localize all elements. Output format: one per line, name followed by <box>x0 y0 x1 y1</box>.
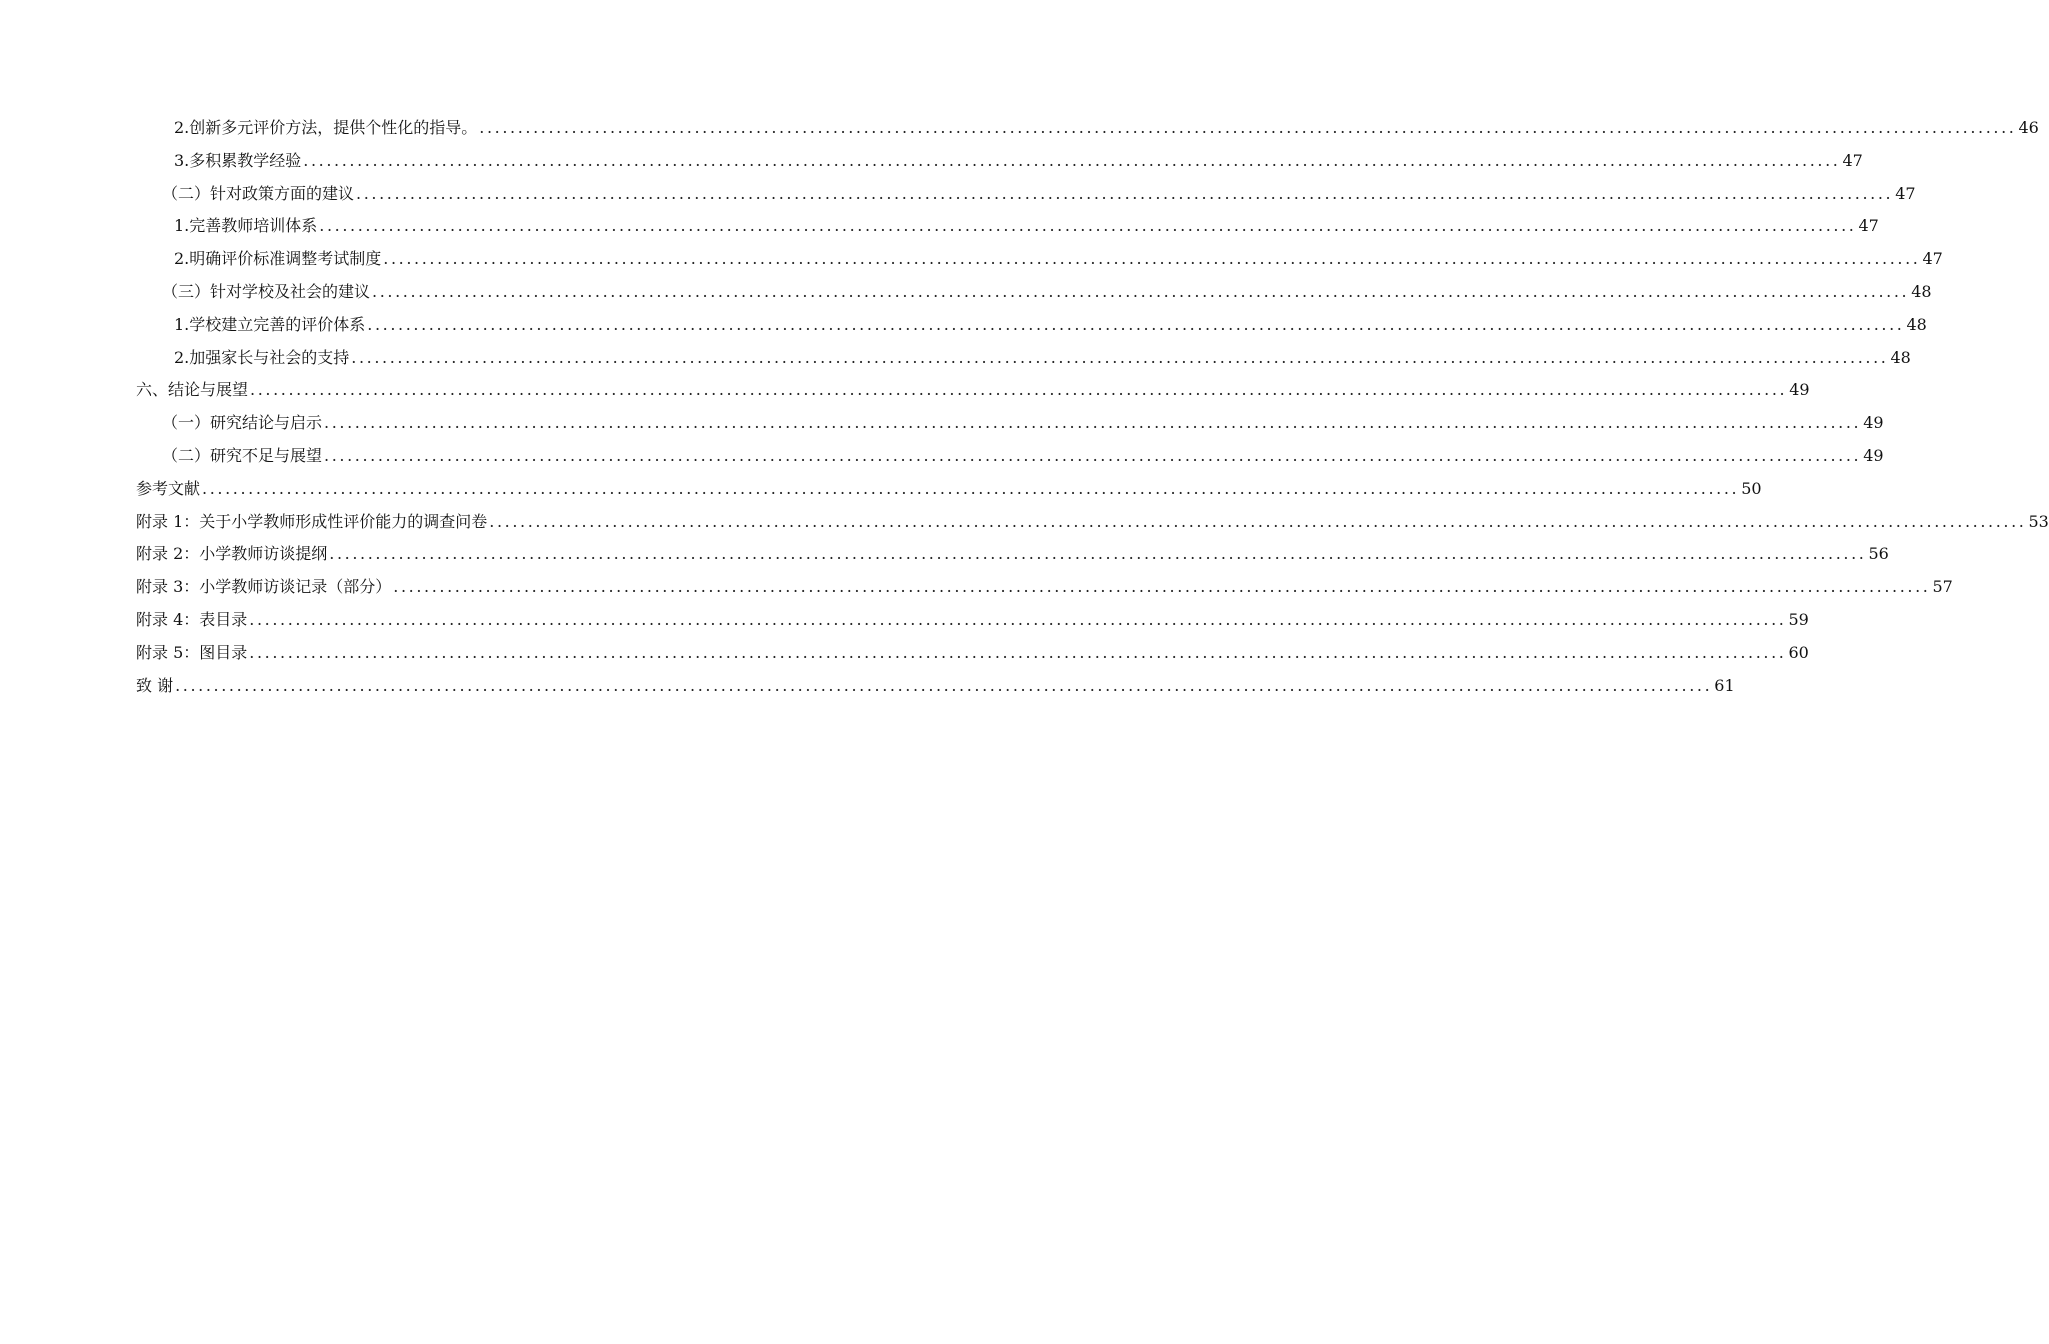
toc-entry-page: 60 <box>1788 642 1809 662</box>
toc-entry-title: 参考文献 <box>136 478 201 498</box>
toc-entry-title: 1.学校建立完善的评价体系 <box>174 314 366 334</box>
toc-entry-page: 48 <box>1906 314 1927 334</box>
toc-entry-page: 56 <box>1868 544 1889 564</box>
toc-entry[interactable] <box>136 506 2049 539</box>
toc-entry-page: 57 <box>1932 577 1953 597</box>
toc-entry-page: 47 <box>1858 216 1879 236</box>
toc-entry-page: 47 <box>1895 183 1916 203</box>
toc-entry[interactable] <box>136 342 1911 375</box>
toc-entry[interactable] <box>136 473 1762 506</box>
toc-entry-page: 48 <box>1911 281 1932 301</box>
toc-entry[interactable] <box>136 571 1953 604</box>
toc-entry-title: 附录 2：小学教师访谈提纲 <box>136 544 328 564</box>
toc-entry-page: 49 <box>1789 380 1810 400</box>
toc-leader-dots: ........................................................................................................................................................................................................ <box>319 216 1857 236</box>
toc-entry-title: 1.完善教师培训体系 <box>174 216 318 236</box>
toc-entry-page: 47 <box>1922 249 1943 269</box>
toc-leader-dots: ........................................................................................................................................................................................................ <box>372 281 1910 301</box>
toc-entry-page: 47 <box>1842 150 1863 170</box>
toc-entry[interactable] <box>136 538 1889 571</box>
toc-leader-dots: ........................................................................................................................................................................................................ <box>383 249 1921 269</box>
toc-entry-title: 附录 4：表目录 <box>136 609 248 629</box>
toc-entry[interactable] <box>136 243 1943 276</box>
toc-entry[interactable] <box>136 637 1809 670</box>
toc-leader-dots: ........................................................................................................................................................................................................ <box>249 609 1787 629</box>
toc-leader-dots: ........................................................................................................................................................................................................ <box>356 183 1894 203</box>
toc-leader-dots: ........................................................................................................................................................................................................ <box>329 544 1867 564</box>
table-of-contents <box>136 112 2049 702</box>
toc-entry[interactable] <box>136 440 1884 473</box>
toc-entry-title: 2.明确评价标准调整考试制度 <box>174 249 382 269</box>
toc-leader-dots: ........................................................................................................................................................................................................ <box>175 675 1713 695</box>
toc-entry-title: 附录 5：图目录 <box>136 642 248 662</box>
toc-leader-dots: ........................................................................................................................................................................................................ <box>202 478 1740 498</box>
toc-entry-title: （二）研究不足与展望 <box>162 445 323 465</box>
toc-entry[interactable] <box>136 276 1932 309</box>
toc-entry-page: 49 <box>1863 413 1884 433</box>
toc-leader-dots: ........................................................................................................................................................................................................ <box>393 577 1931 597</box>
toc-entry[interactable] <box>136 309 1927 342</box>
toc-leader-dots: ........................................................................................................................................................................................................ <box>489 511 2027 531</box>
toc-entry[interactable] <box>136 604 1809 637</box>
toc-entry[interactable] <box>136 210 1879 243</box>
toc-entry[interactable] <box>136 178 1916 211</box>
toc-leader-dots: ........................................................................................................................................................................................................ <box>351 347 1889 367</box>
toc-entry-title: （一）研究结论与启示 <box>162 413 323 433</box>
toc-entry-title: 附录 1：关于小学教师形成性评价能力的调查问卷 <box>136 511 488 531</box>
toc-leader-dots: ........................................................................................................................................................................................................ <box>324 445 1862 465</box>
toc-leader-dots: ........................................................................................................................................................................................................ <box>303 150 1841 170</box>
toc-entry-page: 49 <box>1863 445 1884 465</box>
toc-entry-title: （三）针对学校及社会的建议 <box>162 281 371 301</box>
toc-entry-page: 61 <box>1714 675 1735 695</box>
toc-entry-page: 48 <box>1890 347 1911 367</box>
toc-entry[interactable] <box>136 670 1735 703</box>
toc-entry-title: 致 谢 <box>136 675 174 695</box>
toc-entry-page: 50 <box>1741 478 1762 498</box>
toc-entry-title: 2.创新多元评价方法，提供个性化的指导。 <box>174 118 478 137</box>
toc-entry-title: 2.加强家长与社会的支持 <box>174 347 350 367</box>
toc-leader-dots: ........................................................................................................................................................................................................ <box>367 314 1905 334</box>
toc-entry[interactable] <box>136 374 1810 407</box>
toc-leader-dots: ........................................................................................................................................................................................................ <box>250 380 1788 400</box>
toc-entry[interactable] <box>136 407 1884 440</box>
toc-entry-title: （二）针对政策方面的建议 <box>162 183 355 203</box>
toc-leader-dots: ........................................................................................................................................................................................................ <box>324 413 1862 433</box>
toc-entry-page: 53 <box>2028 511 2049 531</box>
toc-entry-title: 六、结论与展望 <box>136 380 249 400</box>
toc-entry[interactable] <box>136 112 2039 145</box>
toc-entry-page: 59 <box>1788 609 1809 629</box>
toc-entry-page: 46 <box>2018 118 2039 137</box>
toc-leader-dots: ........................................................................................................................................................................................................ <box>479 118 2017 137</box>
toc-leader-dots: ........................................................................................................................................................................................................ <box>249 642 1787 662</box>
toc-entry-title: 3.多积累教学经验 <box>174 150 302 170</box>
toc-entry-title: 附录 3：小学教师访谈记录（部分） <box>136 577 392 597</box>
toc-entry[interactable] <box>136 145 1863 178</box>
